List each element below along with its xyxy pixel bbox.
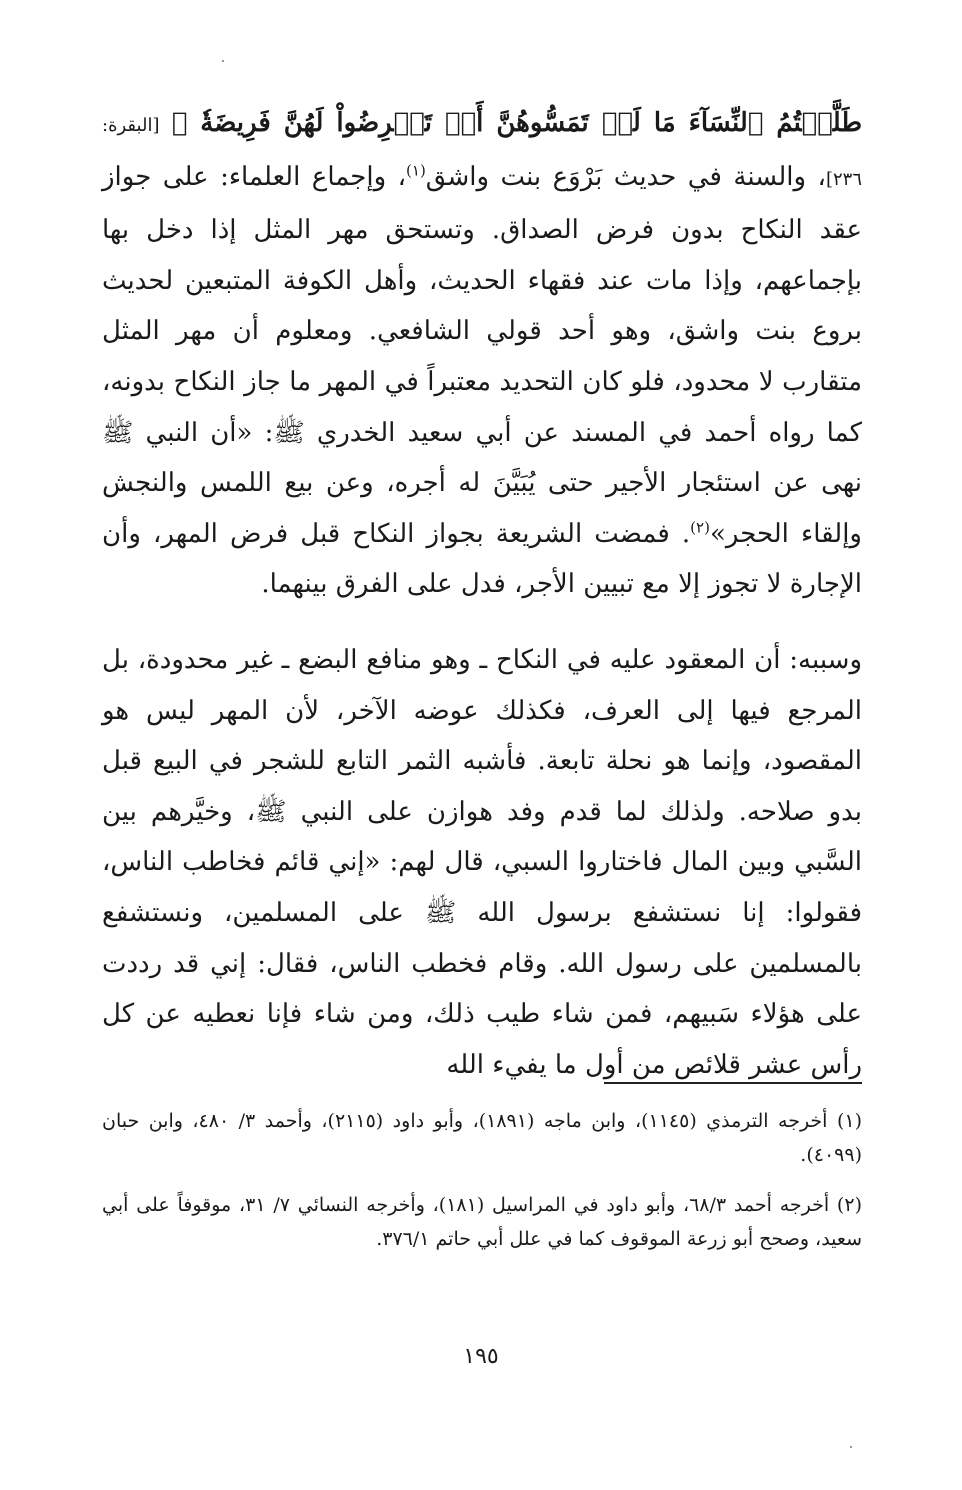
scan-speck — [850, 1446, 852, 1448]
paragraph-1-text: ، والسنة في حديث بَرْوَع بنت واشق — [425, 161, 826, 192]
verse-citation: [البقرة: ٢٣٦] — [102, 115, 862, 190]
paragraph-2: وسببه: أن المعقود عليه في النكاح ـ وهو منافع البضع ـ غير محدودة، بل المرجع فيها إلى العرف، فكذلك عوضه الآخر، لأن المهر ليس هو المقصود، وإنما هو نحلة تابعة. فأشبه الثمر التابع للشجر في البيع قبل بدو صلاحه. ولذلك لما قدم وفد هوازن على النبي ﷺ، وخيَّرهم بين السَّبي وبين المال فاختاروا السبي، قال لهم: «إني قائم فخاطب الناس، فقولوا: إنا نستشفع برسول الله ﷺ على المسلمين، ونستشفع بالمسلمين على رسول الله. وقام فخطب الناس، فقال: إني قد رددت على هؤلاء سَبيهم، فمن شاء طيب ذلك، ومن شاء فإنا نعطيه عن كل رأس عشر قلائص من أول ما يفيء الله — [102, 644, 862, 1080]
scan-speck — [222, 60, 224, 62]
quran-verse: طَلَّقۡتُمُ ٱلنِّسَآءَ مَا لَمۡ تَمَسُّوهُنَّ أَوۡ تَفۡرِضُواْ لَهُنَّ فَرِيضَةٗ ﴾ — [171, 108, 863, 138]
paragraph-1-text: ، وإجماع العلماء: على جواز عقد النكاح بدون فرض الصداق. وتستحق مهر المثل إذا دخل بها بإجماعهم، وإذا مات عند فقهاء الحديث، وأهل الكوفة المتبعين لحديث بروع بنت واشق، وهو أحد قولي الشافعي. ومعلوم أن مهر المثل متقارب لا محدود، فلو كان التحديد معتبراً في المهر ما جاز النكاح بدونه، كما رواه أحمد في المسند عن أبي سعيد الخدري ﷺ: «أن النبي ﷺ نهى عن استئجار الأجير حتى يُبَيَّنَ له أجره، وعن بيع اللمس والنجش وإلقاء الحجر» — [102, 161, 862, 549]
page-number: ١٩٥ — [463, 1344, 499, 1369]
footnote-2: (٢) أخرجه أحمد ٦٨/٣، وأبو داود في المراسيل (١٨١)، وأخرجه النسائي ٧/ ٣١، موقوفاً على أبي سعيد، وصحح أبو زرعة الموقوف كما في علل أبي حاتم ٣٧٦/١. — [102, 1194, 862, 1250]
footnote-marker-1[interactable]: (١) — [406, 160, 426, 179]
paragraph-1 — [102, 98, 862, 610]
paragraph-1-text: . فمضت الشريعة بجواز النكاح قبل فرض المهر، وأن الإجارة لا تجوز إلا مع تبيين الأجر، فدل على الفرق بينهما. — [102, 518, 862, 600]
footnote-1: (١) أخرجه الترمذي (١١٤٥)، وابن ماجه (١٨٩١)، وأبو داود (٢١١٥)، وأحمد ٣/ ٤٨٠، وابن حبان (٤٠٩٩). — [102, 1110, 862, 1166]
footnote-marker-2[interactable]: (٢) — [690, 518, 710, 537]
footnote-separator — [604, 1082, 862, 1084]
main-text — [102, 98, 862, 1090]
footnotes — [102, 1104, 862, 1272]
